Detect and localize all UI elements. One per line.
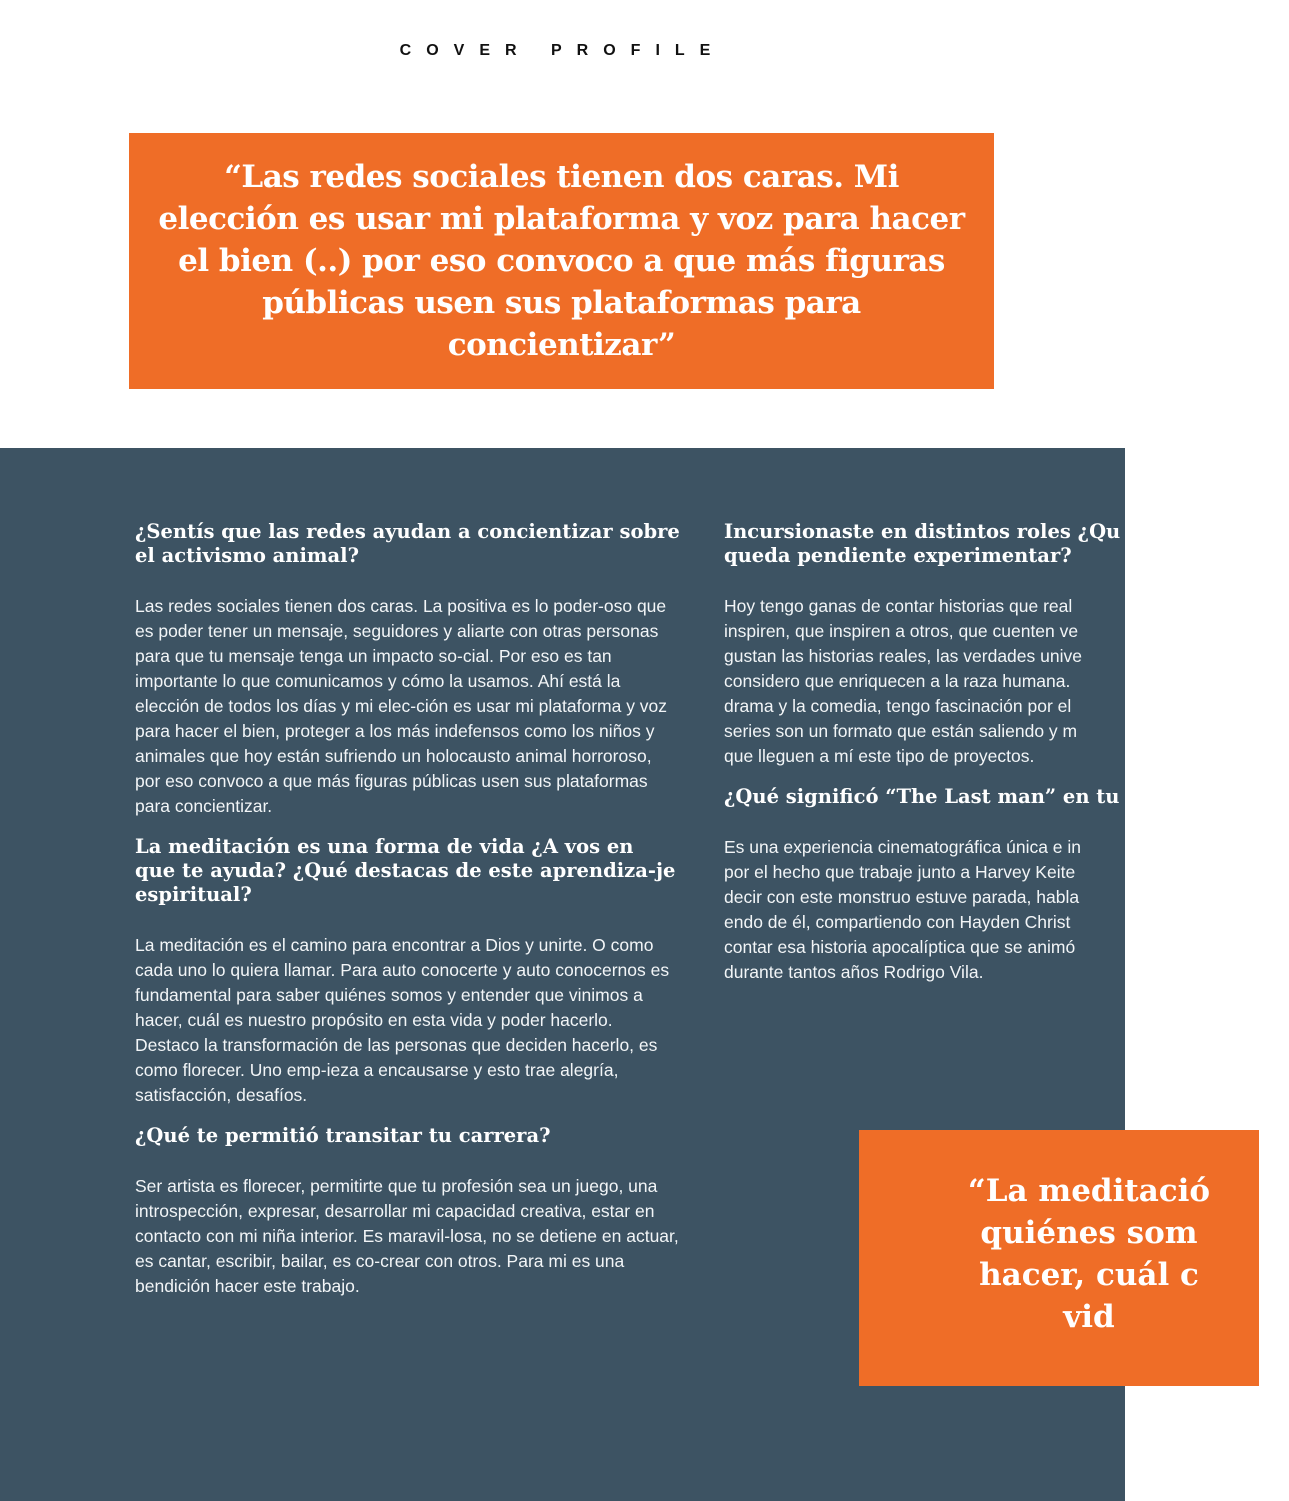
question-heading: La meditación es una forma de vida ¿A vos en que te ayuda? ¿Qué destacas de este aprendiza-je espiritual? [135,835,676,906]
pull-quote-line: “La meditació [967,1173,1211,1209]
question-line: queda pendiente experimentar? [724,544,1072,567]
pull-quote-line: vid [1063,1299,1115,1335]
question-heading: ¿Qué te permitió transitar tu carrera? [135,1124,551,1147]
question-heading: ¿Sentís que las redes ayudan a concientizar sobre el activismo animal? [135,520,680,567]
left-column [135,520,680,1315]
answer-line: Es una experiencia cinematográfica única e in [724,837,1082,857]
answer-line: drama y la comedia, tengo fascinación por el [724,696,1072,716]
answer-line: decir con este monstruo estuve parada, habla [724,887,1080,907]
question-heading [724,520,1284,568]
answer-line: series son un formato que están saliendo y m [724,721,1078,741]
answer-line: contar esa historia apocalíptica que se animó [724,937,1076,957]
answer-paragraph: La meditación es el camino para encontrar a Dios y unirte. O como cada uno lo quiera llamar. Para auto conocerte y auto conocernos es fundamental para saber quiénes somos y entender que vinimos a hacer, cuál es nuestro propósito en esta vida y poder hacerlo. Destaco la transformación de las personas que deciden hacerlo, es como florecer. Uno emp-ieza a encausarse y esto trae alegría, satisfacción, desafíos. [135,935,670,1105]
interview-section [0,448,1211,1501]
answer-line: gustan las historias reales, las verdades unive [724,646,1082,666]
question-heading: ¿Qué significó “The Last man” en tu [724,785,1120,808]
pull-quote-text: “Las redes sociales tienen dos caras. Mi elección es usar mi plataforma y voz para hacer el bien (..) por eso convoco a que más figuras públicas usen sus plataformas para concientizar” [158,159,965,363]
section-kicker: COVER PROFILE [399,42,726,59]
answer-line: por el hecho que trabaje junto a Harvey Keite [724,862,1076,882]
answer-line: considero que enriquecen a la raza humana. [724,671,1071,691]
pull-quote-line: hacer, cuál c [979,1257,1199,1293]
right-column [724,520,1284,1001]
answer-paragraph [724,594,1284,769]
answer-line: que lleguen a mí este tipo de proyectos. [724,746,1035,766]
answer-line: durante tantos años Rodrigo Vila. [724,962,984,982]
answer-paragraph [724,835,1284,985]
pull-quote-text [889,1170,1289,1338]
answer-paragraph: Ser artista es florecer, permitirte que tu profesión sea un juego, una introspección, expresar, desarrollar mi capacidad creativa, estar en contacto con mi niña interior. Es maravil-losa, no se detiene en actuar, es cantar, escribir, bailar, es co-crear con otros. Para mi es una bendición hacer este trabajo. [135,1176,679,1296]
answer-line: endo de él, compartiendo con Hayden Christ [724,912,1071,932]
header-section [0,0,1125,448]
pull-quote-box [129,133,994,389]
answer-paragraph: Las redes sociales tienen dos caras. La positiva es lo poder-oso que es poder tener un mensaje, seguidores y aliarte con otras personas para que tu mensaje tenga un impacto so-cial. Por eso es tan importante lo que comunicamos y cómo la usamos. Ahí está la elección de todos los días y mi elec-ción es usar mi plataforma y voz para hacer el bien, proteger a los más indefensos como los niños y animales que hoy están sufriendo un holocausto animal horroroso, por eso convoco a que más figuras públicas usen sus plataformas para concientizar. [135,596,668,816]
answer-line: inspiren, que inspiren a otros, que cuenten ve [724,621,1079,641]
pull-quote-line: quiénes som [980,1215,1198,1251]
question-line: Incursionaste en distintos roles ¿Qu [724,520,1121,543]
pull-quote-box-cropped [859,1130,1259,1386]
answer-line: Hoy tengo ganas de contar historias que real [724,596,1073,616]
